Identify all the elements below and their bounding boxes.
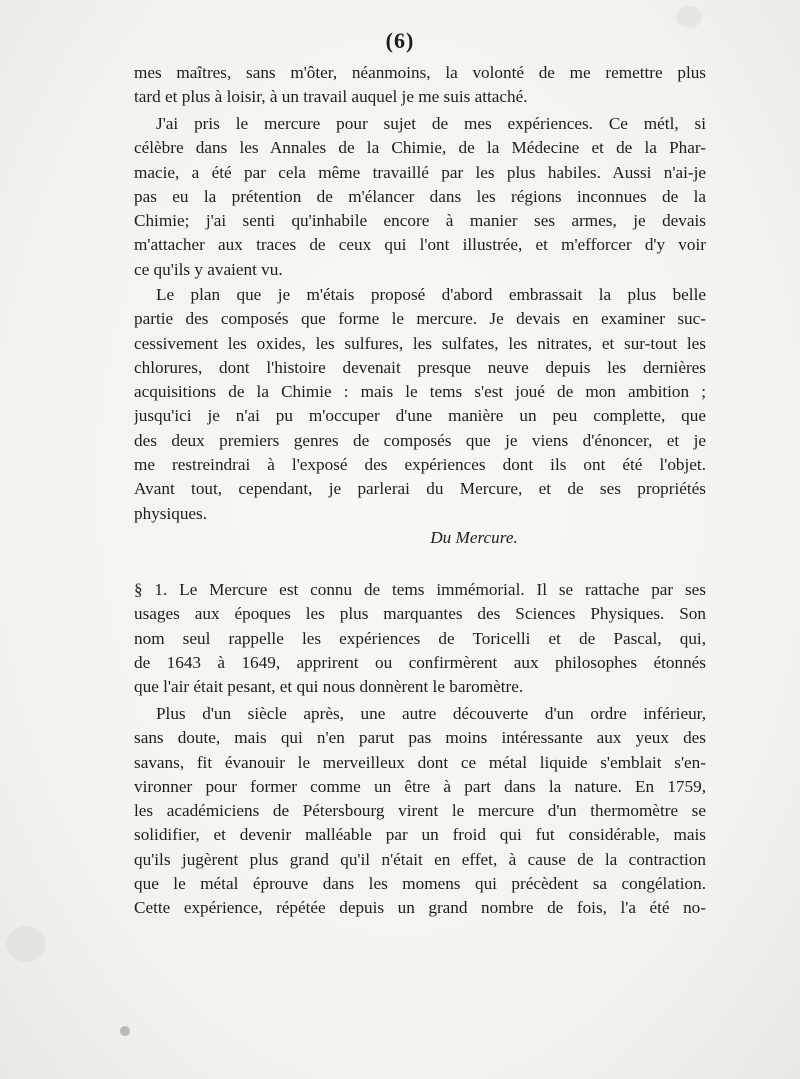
text-line: que l'air était pesant, et qui nous donnèrent le baromètre. — [134, 677, 524, 697]
text-line: jusqu'ici je n'ai pu m'occuper d'une manière un peu complette, que — [134, 406, 706, 426]
text-line: pas eu la prétention de m'élancer dans les régions inconnues de la — [134, 186, 706, 206]
text-line: macie, a été par cela même travaillé par les plus habiles. Aussi n'ai-je — [134, 162, 706, 182]
paragraph-intro — [134, 61, 706, 110]
text-line: § 1. Le Mercure est connu de tems immémorial. Il se rattache par ses — [134, 580, 706, 599]
text-line: des deux premiers genres de composés que je viens d'énoncer, et je — [134, 430, 706, 450]
paragraph-section-1 — [134, 578, 706, 699]
text-line: Chimie; j'ai senti qu'inhabile encore à manier ses armes, je devais — [134, 211, 706, 231]
paper-stain — [120, 1026, 130, 1036]
page-number: (6) — [385, 28, 415, 53]
paper-stain — [676, 6, 702, 28]
text-line: physiques. — [134, 503, 208, 523]
text-line: savans, fit évanouir le merveilleux dont ce métal liquide s'emblait s'en- — [134, 752, 706, 772]
text-line: sans doute, mais qui n'en parut pas moins intéressante aux yeux des — [134, 728, 706, 748]
text-line: mes maîtres, sans m'ôter, néanmoins, la volonté de me remettre plus — [134, 63, 706, 82]
paragraph-plan — [134, 283, 706, 526]
text-line: Plus d'un siècle après, une autre découverte d'un ordre inférieur, — [156, 704, 706, 723]
paragraph-mercury — [134, 112, 706, 282]
text-line: usages aux époques les plus marquantes des Sciences Physiques. Son — [134, 604, 706, 624]
text-line: acquisitions de la Chimie : mais le tems s'est joué de mon ambition ; — [134, 382, 706, 402]
text-line: me restreindrai à l'exposé des expériences dont ils ont été l'objet. — [134, 455, 706, 475]
text-line: qu'ils jugèrent plus grand qu'il n'était en effet, à cause de la contraction — [134, 849, 706, 869]
text-line: Le plan que je m'étais proposé d'abord embrassait la plus belle — [156, 285, 706, 304]
text-line: de 1643 à 1649, apprirent ou confirmèrent aux philosophes étonnés — [134, 652, 706, 672]
text-line: solidifier, et devenir malléable par un froid qui fut considérable, mais — [134, 825, 706, 845]
text-line: chlorures, dont l'histoire devenait presque neuve depuis les dernières — [134, 357, 706, 377]
text-line: Cette expérience, répétée depuis un grand nombre de fois, l'a été no- — [134, 898, 706, 918]
section-title: Du Mercure. — [430, 528, 518, 547]
text-line: ce qu'ils y avaient vu. — [134, 259, 283, 279]
text-line: partie des composés que forme le mercure. Je devais en examiner suc- — [134, 309, 706, 329]
paper-stain — [6, 926, 46, 962]
text-line: m'attacher aux traces de ceux qui l'ont illustrée, et m'efforcer d'y voir — [134, 235, 706, 255]
text-line: J'ai pris le mercure pour sujet de mes expériences. Ce métl, si — [156, 114, 706, 133]
paragraph-century — [134, 702, 706, 921]
text-line: nom seul rappelle les expériences de Toricelli et de Pascal, qui, — [134, 628, 706, 648]
text-line: les académiciens de Pétersbourg virent le mercure d'un thermomètre se — [134, 801, 706, 821]
text-line: Avant tout, cependant, je parlerai du Mercure, et de ses propriétés — [134, 479, 706, 499]
text-line: que le métal éprouve dans les momens qui précèdent sa congélation. — [134, 874, 706, 894]
text-line: tard et plus à loisir, à un travail auquel je me suis attaché. — [134, 87, 528, 107]
text-line: vironner pour former comme un être à part dans la nature. En 1759, — [134, 776, 706, 796]
text-line: cessivement les oxides, les sulfures, les sulfates, les nitrates, et sur-tout les — [134, 333, 706, 353]
text-line: célèbre dans les Annales de la Chimie, de la Médecine et de la Phar- — [134, 138, 706, 158]
